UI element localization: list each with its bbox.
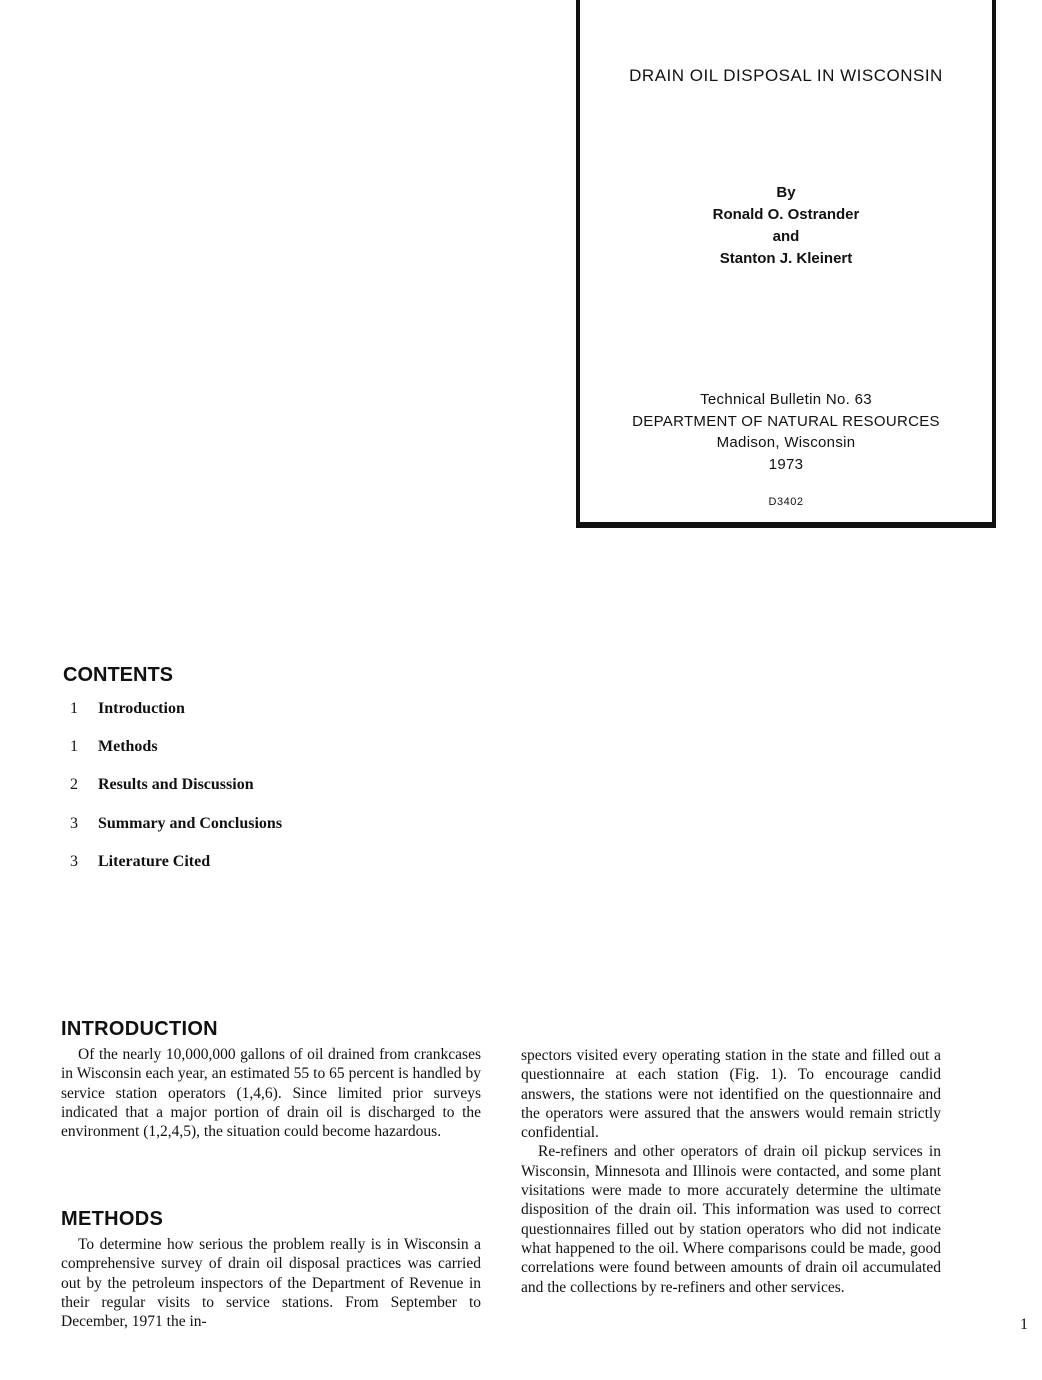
methods-paragraph: To determine how serious the problem really is in Wisconsin a comprehensive survey of drain oil disposal practices was carried out by the petroleum inspectors of the Department of Revenue in their regular visits to service stations. From September to December, 1971 the in- bbox=[61, 1236, 481, 1331]
bulletin-title: DRAIN OIL DISPOSAL IN WISCONSIN bbox=[629, 66, 943, 85]
contents-page: 3 bbox=[70, 852, 78, 870]
department-name: DEPARTMENT OF NATURAL RESOURCES bbox=[632, 412, 940, 430]
contents-list bbox=[70, 700, 282, 891]
publisher-info bbox=[580, 389, 992, 475]
contents-title: Literature Cited bbox=[98, 852, 211, 870]
contents-item bbox=[70, 738, 282, 776]
and-label: and bbox=[772, 228, 800, 245]
contents-item bbox=[70, 853, 282, 891]
page-number: 1 bbox=[1020, 1316, 1028, 1333]
by-label: By bbox=[776, 184, 796, 201]
contents-item bbox=[70, 776, 282, 814]
contents-title: Introduction bbox=[98, 700, 185, 717]
methods-paragraph-2: Re-refiners and other operators of drain oil pickup services in Wisconsin, Minnesota and Illinois were contacted, and some plant visitations were made to more accurately determine the ultimate disposition of the drain oil. This information was used to correct questionnaires filled out by station operators who did not indicate what happened to the oil. Where comparisons could be made, good correlations were found between amounts of drain oil accumulated and the collections by re-refiners and other services. bbox=[521, 1143, 941, 1296]
methods-heading: METHODS bbox=[61, 1208, 164, 1230]
contents-page: 2 bbox=[70, 776, 78, 794]
contents-page: 1 bbox=[70, 700, 78, 717]
contents-page: 3 bbox=[70, 814, 78, 832]
contents-title: Summary and Conclusions bbox=[98, 814, 283, 832]
contents-title: Methods bbox=[98, 738, 158, 756]
left-column-methods bbox=[61, 1235, 481, 1331]
contents-title: Results and Discussion bbox=[98, 776, 254, 794]
contents-item bbox=[70, 700, 282, 738]
contents-item bbox=[70, 815, 282, 853]
left-column-intro bbox=[61, 1045, 481, 1141]
right-column bbox=[521, 1046, 941, 1297]
publication-year: 1973 bbox=[768, 455, 804, 473]
author-2: Stanton J. Kleinert bbox=[719, 250, 853, 267]
author-1: Ronald O. Ostrander bbox=[712, 206, 860, 223]
document-code: D3402 bbox=[768, 496, 804, 508]
contents-heading: CONTENTS bbox=[63, 664, 173, 686]
methods-paragraph-continued: spectors visited every operating station in the state and filled out a questionnaire at each station (Fig. 1). To encourage candid answers, the stations were not identified on the questionnaire and the operators were assured that the answers would remain strictly confidential. bbox=[521, 1047, 941, 1142]
publisher-location: Madison, Wisconsin bbox=[716, 434, 856, 451]
byline bbox=[580, 182, 992, 270]
bulletin-number: Technical Bulletin No. 63 bbox=[700, 391, 872, 408]
contents-page: 1 bbox=[70, 738, 78, 756]
introduction-paragraph: Of the nearly 10,000,000 gallons of oil drained from crankcases in Wisconsin each year, an estimated 55 to 65 percent is handled by service station operators (1,4,6). Since limited prior surveys indicated that a major portion of drain oil is discharged to the environment (1,2,4,5), the situation could become hazardous. bbox=[61, 1046, 481, 1141]
title-block bbox=[576, 0, 996, 528]
introduction-heading: INTRODUCTION bbox=[61, 1018, 218, 1040]
